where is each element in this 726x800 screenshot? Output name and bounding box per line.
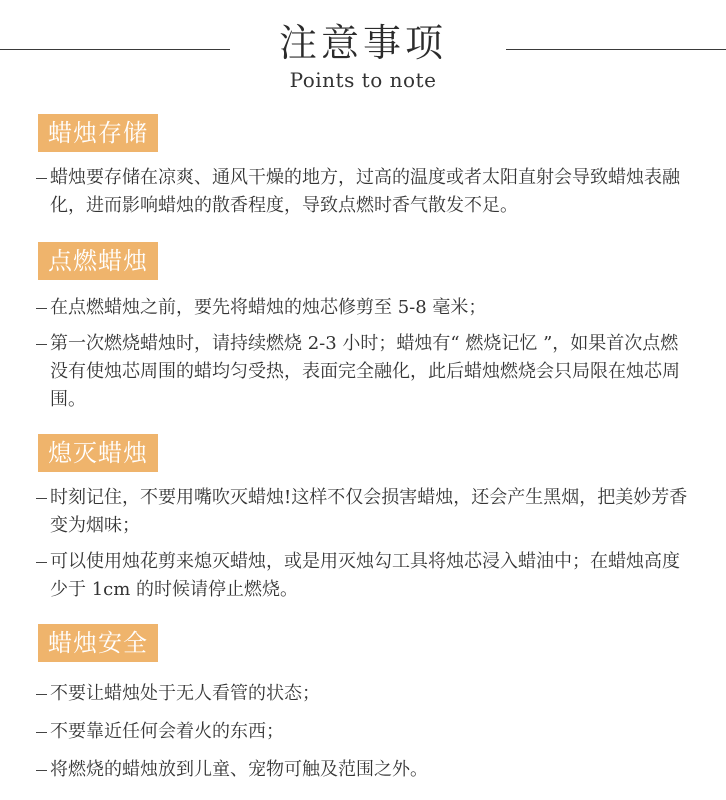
item-text: 蜡烛要存储在凉爽、通风干燥的地方，过高的温度或者太阳直射会导致蜡烛表融化，进而影响蜡烛的散香程度，导致点燃时香气散发不足。 — [50, 167, 680, 216]
section-title-safety: 蜡烛安全 — [38, 624, 158, 662]
page-subtitle: Points to note — [289, 68, 437, 92]
section-title-extinguish: 熄灭蜡烛 — [38, 434, 158, 472]
list-item-extinguish-2 — [36, 548, 696, 604]
item-text: 不要靠近任何会着火的东西； — [50, 721, 284, 742]
list-item-safety-3 — [36, 756, 696, 784]
list-item-lighting-2 — [36, 330, 696, 414]
list-item-safety-2 — [36, 718, 696, 746]
list-item-storage-1 — [36, 164, 696, 220]
item-text: 将燃烧的蜡烛放到儿童、宠物可触及范围之外。 — [50, 759, 428, 780]
list-item-lighting-1 — [36, 294, 696, 322]
item-text: 第一次燃烧蜡烛时，请持续燃烧 2-3 小时；蜡烛有“ 燃烧记忆 ”，如果首次点燃没有使烛芯周围的蜡均匀受热，表面完全融化，此后蜡烛燃烧会只局限在烛芯周围。 — [50, 333, 680, 410]
page-title: 注意事项 — [278, 21, 447, 65]
page-header — [0, 0, 726, 100]
item-text: 在点燃蜡烛之前，要先将蜡烛的烛芯修剪至 5-8 毫米； — [50, 297, 487, 318]
header-rule-right — [506, 49, 726, 50]
list-item-extinguish-1 — [36, 484, 696, 540]
item-text: 不要让蜡烛处于无人看管的状态； — [50, 683, 320, 704]
section-title-storage: 蜡烛存储 — [38, 114, 158, 152]
item-text: 可以使用烛花剪来熄灭蜡烛，或是用灭烛勾工具将烛芯浸入蜡油中；在蜡烛高度少于 1cm 的时候请停止燃烧。 — [50, 551, 680, 600]
section-title-lighting: 点燃蜡烛 — [38, 242, 158, 280]
list-item-safety-1 — [36, 680, 696, 708]
item-text: 时刻记住，不要用嘴吹灭蜡烛!这样不仅会损害蜡烛，还会产生黑烟，把美妙芳香变为烟味； — [50, 487, 688, 536]
